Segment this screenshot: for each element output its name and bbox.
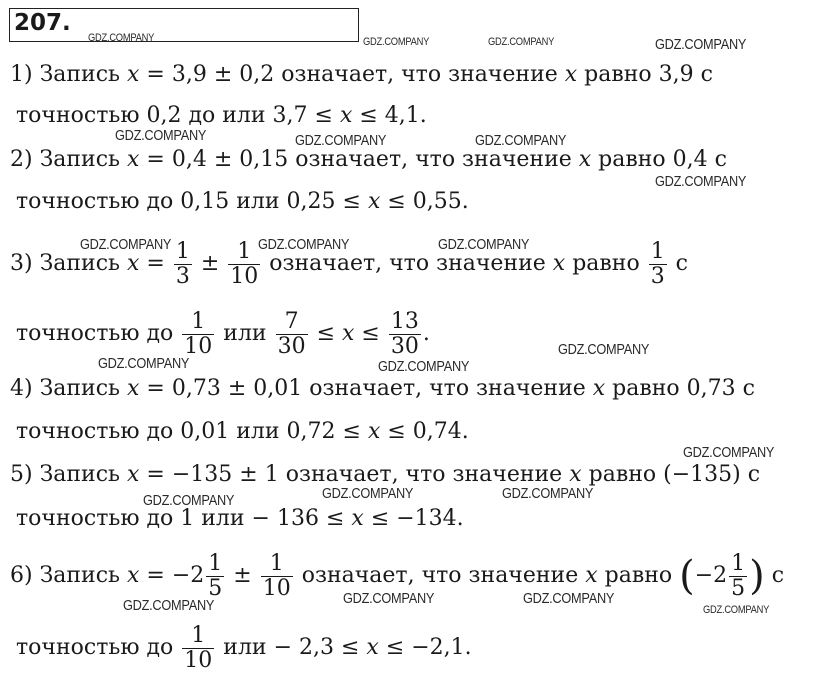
item-5-line-2: точностью до 1 или − 136 ≤ x ≤ −134. xyxy=(16,506,464,531)
fraction: $\frac{13}{30}$ xyxy=(390,308,419,359)
fraction: $\frac{1}{10}$ xyxy=(230,238,259,289)
watermark: GDZ.COMPANY xyxy=(683,444,775,461)
watermark: GDZ.COMPANY xyxy=(295,132,387,149)
watermark: GDZ.COMPANY xyxy=(378,358,470,375)
fraction: $\frac{1}{10}$ xyxy=(184,622,213,673)
watermark: GDZ.COMPANY xyxy=(523,590,615,607)
watermark: GDZ.COMPANY xyxy=(322,485,414,502)
watermark: GDZ.COMPANY xyxy=(488,36,555,48)
watermark: GDZ.COMPANY xyxy=(363,36,430,48)
item-2-line-2: точностью до 0,15 или 0,25 ≤ x ≤ 0,55. xyxy=(16,189,469,214)
fraction: $\frac{1}{10}$ xyxy=(184,308,213,359)
watermark: GDZ.COMPANY xyxy=(343,590,435,607)
item-4-line-2: точностью до 0,01 или 0,72 ≤ x ≤ 0,74. xyxy=(16,419,469,444)
fraction: $\frac{1}{3}$ xyxy=(175,238,190,289)
item-2-line-1: 2) Запись x = 0,4 ± 0,15 означает, что значение x равно 0,4 с xyxy=(10,147,727,172)
watermark: GDZ.COMPANY xyxy=(558,341,650,358)
watermark: GDZ.COMPANY xyxy=(88,32,155,44)
watermark: GDZ.COMPANY xyxy=(123,597,215,614)
watermark: GDZ.COMPANY xyxy=(258,236,350,253)
item-3-line-1: 3) Запись x = $\frac{1}{3}$ ± $\frac{1}{10}$ означает, что значение x равно $\frac{1}{3}$ с xyxy=(10,238,689,289)
watermark: GDZ.COMPANY xyxy=(438,236,530,253)
item-4-line-1: 4) Запись x = 0,73 ± 0,01 означает, что значение x равно 0,73 с xyxy=(10,376,755,401)
watermark: GDZ.COMPANY xyxy=(98,355,190,372)
item-3-line-2: точностью до $\frac{1}{10}$ или $\frac{7}{30}$ ≤ x ≤ $\frac{13}{30}$ . xyxy=(16,308,430,359)
item-5-line-1: 5) Запись x = −135 ± 1 означает, что значение x равно (−135) с xyxy=(10,462,761,487)
watermark: GDZ.COMPANY xyxy=(655,36,747,53)
fraction: $\frac{1}{5}$ xyxy=(731,550,746,601)
watermark: GDZ.COMPANY xyxy=(703,604,770,616)
watermark: GDZ.COMPANY xyxy=(115,127,207,144)
item-6-line-2: точностью до $\frac{1}{10}$ или − 2,3 ≤ x ≤ −2,1. xyxy=(16,622,472,673)
fraction: $\frac{1}{3}$ xyxy=(650,238,665,289)
fraction: $\frac{1}{5}$ xyxy=(208,550,223,601)
item-1-line-1: 1) Запись x = 3,9 ± 0,2 означает, что значение x равно 3,9 с xyxy=(10,62,713,87)
fraction: $\frac{1}{10}$ xyxy=(262,550,291,601)
watermark: GDZ.COMPANY xyxy=(143,492,235,509)
watermark: GDZ.COMPANY xyxy=(655,173,747,190)
fraction: $\frac{7}{30}$ xyxy=(277,308,306,359)
item-6-line-1: 6) Запись x = −2 $\frac{1}{5}$ ± $\frac{1}{10}$ означает, что значение x равно (−2 $\frac{1}{5}$ ) с xyxy=(10,550,785,601)
watermark: GDZ.COMPANY xyxy=(475,132,567,149)
watermark: GDZ.COMPANY xyxy=(80,236,172,253)
watermark: GDZ.COMPANY xyxy=(502,485,594,502)
item-1-line-2: точностью 0,2 до или 3,7 ≤ x ≤ 4,1. xyxy=(16,103,427,128)
exercise-number: 207. xyxy=(14,10,71,36)
